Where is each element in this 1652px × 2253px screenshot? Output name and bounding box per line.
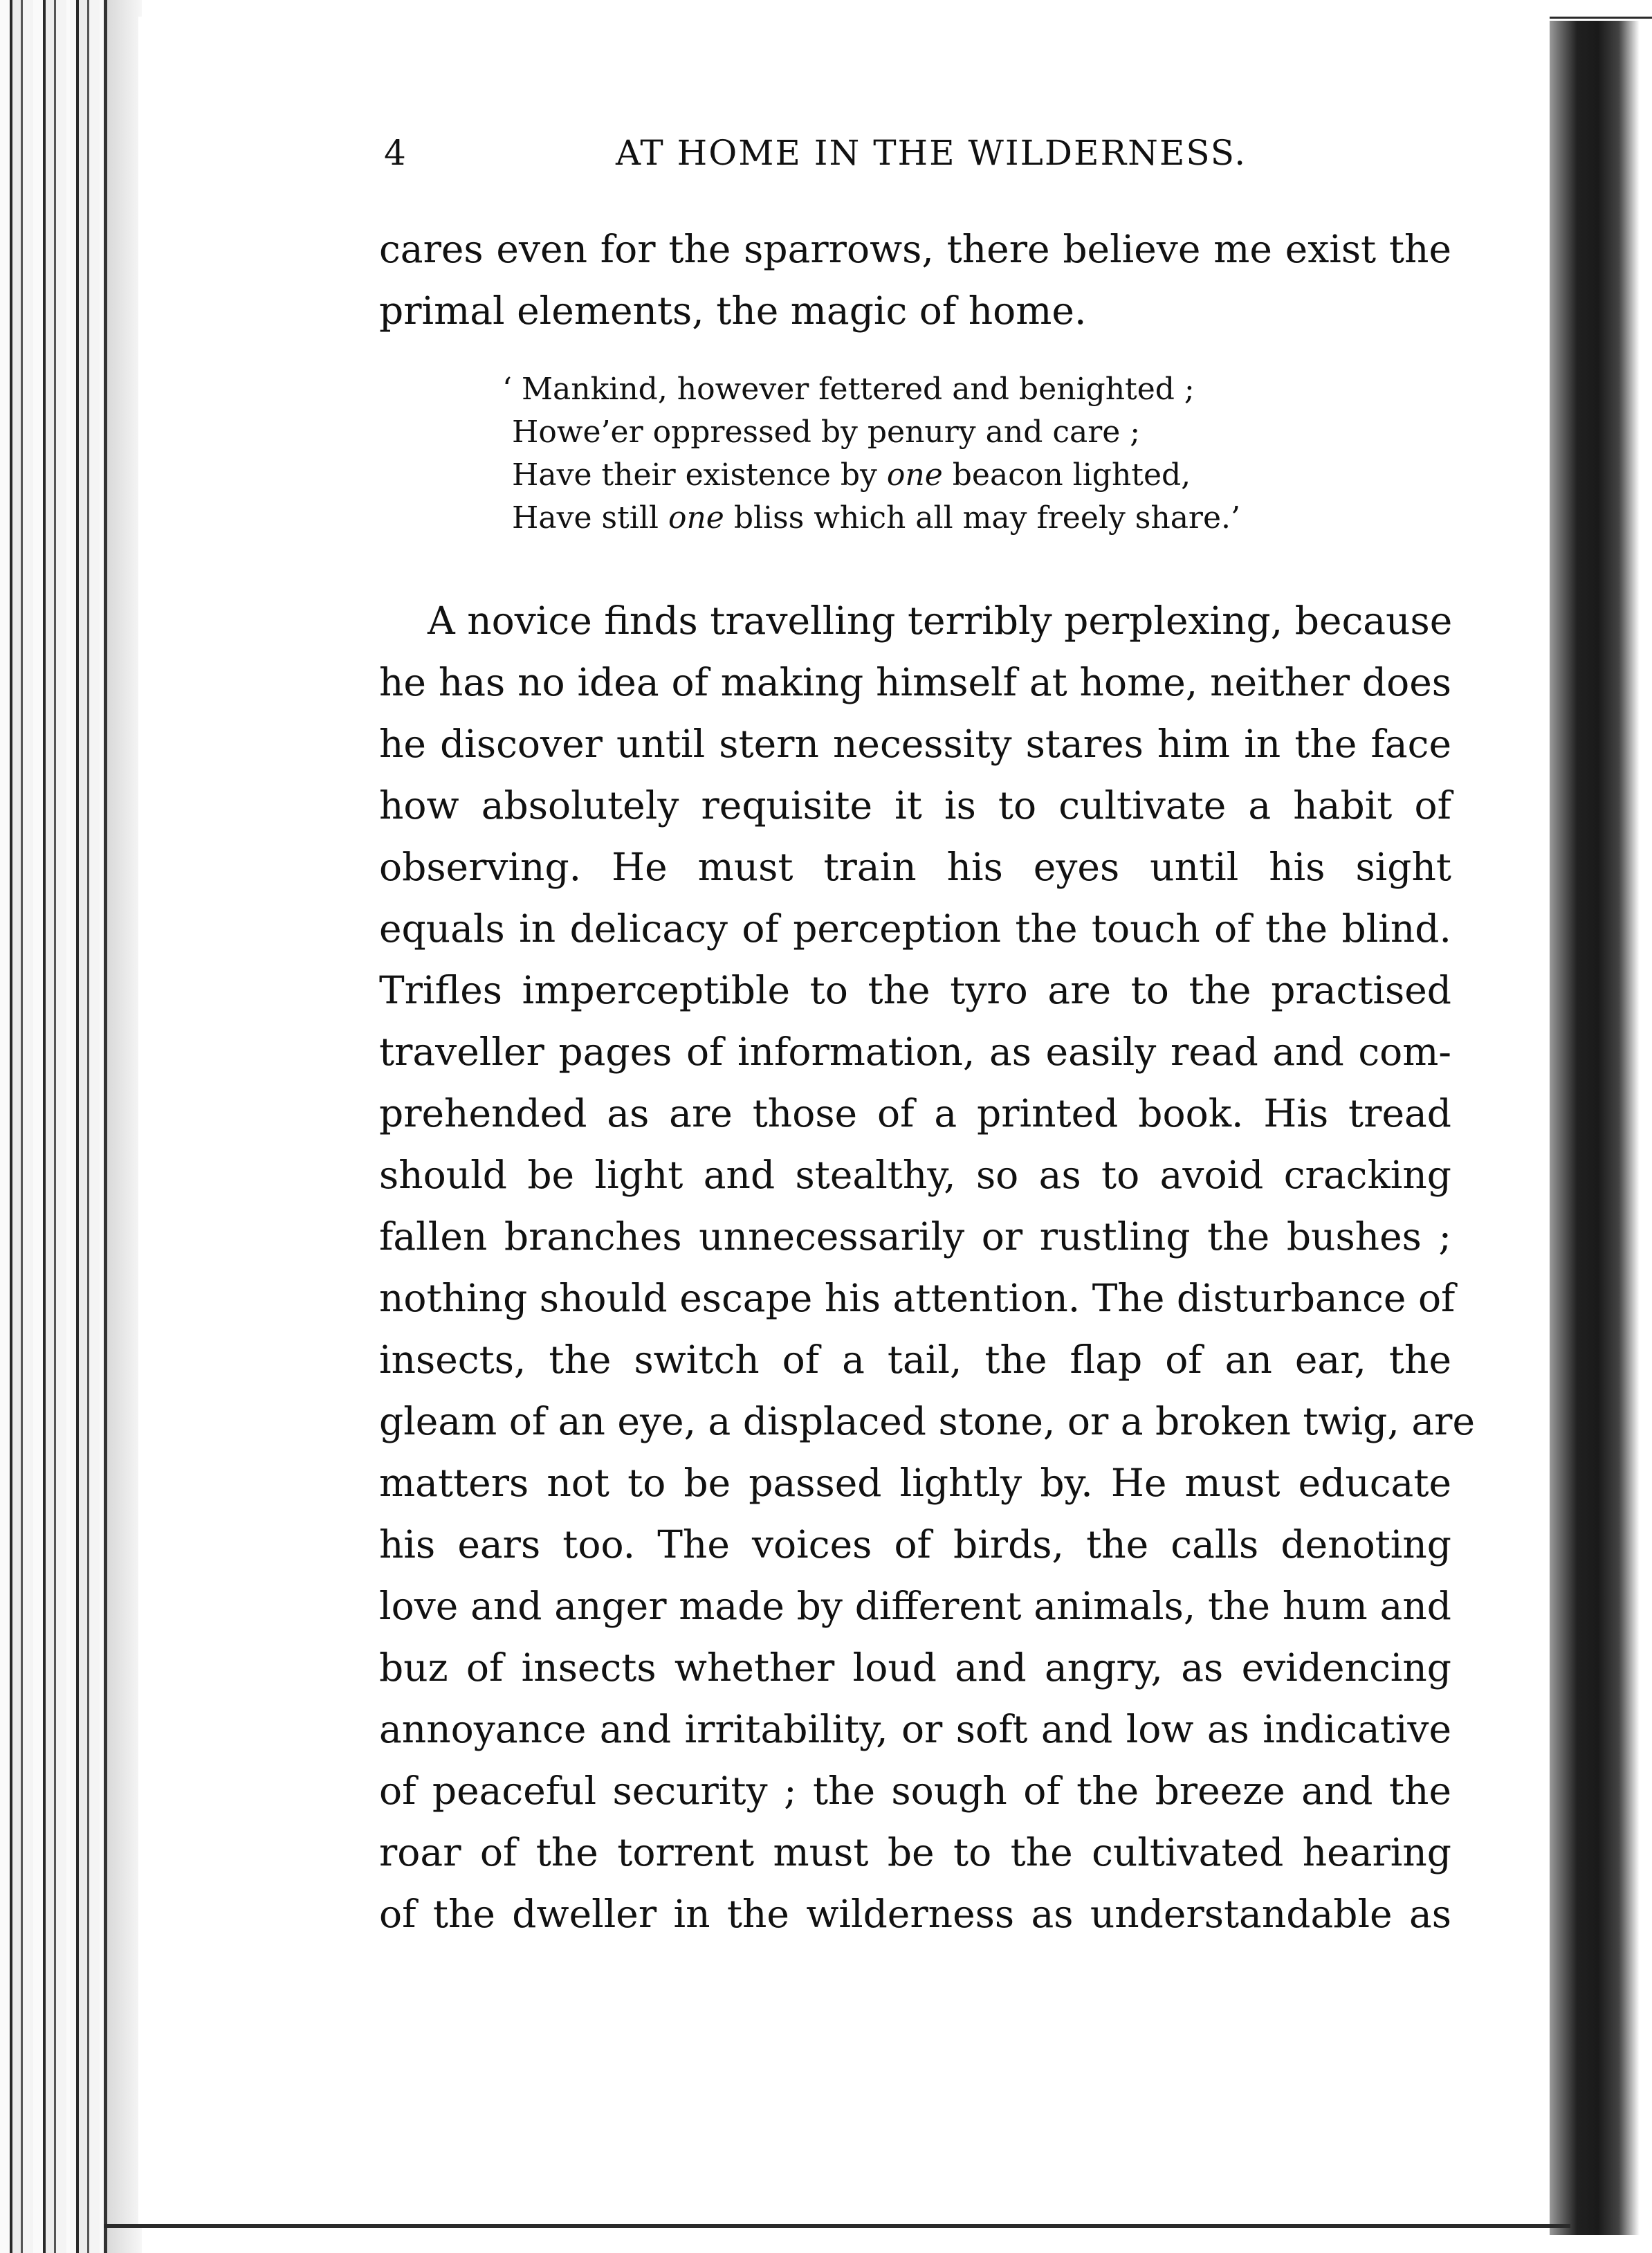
text-line: he discover until stern necessity stares him in the face: [379, 722, 1451, 766]
verse-line: Have still one bliss which all may freely share.’: [512, 500, 1240, 536]
text-line: gleam of an eye, a displaced stone, or a broken twig, are: [379, 1399, 1475, 1443]
book-fore-edge: [0, 0, 104, 2253]
verse-line: ‘ Mankind, however fettered and benighted ;: [502, 372, 1195, 407]
text-line: annoyance and irritability, or soft and low as indicative: [379, 1707, 1451, 1751]
text-line: nothing should escape his attention. The disturbance of: [379, 1276, 1456, 1320]
text-line: prehended as are those of a printed book. His tread: [379, 1091, 1451, 1135]
text-line: matters not to be passed lightly by. He must educate: [379, 1461, 1451, 1505]
text-line: primal elements, the magic of home.: [379, 289, 1087, 333]
text-line: buz of insects whether loud and angry, as evidencing: [379, 1645, 1451, 1690]
text-line: of peaceful security ; the sough of the breeze and the: [379, 1769, 1451, 1813]
page-top-edge: [0, 0, 1652, 19]
book-binding-edge: [1550, 21, 1640, 2235]
text-line: traveller pages of information, as easily read and com-: [379, 1030, 1451, 1074]
verse-line: Howe’er oppressed by penury and care ;: [512, 414, 1141, 450]
running-header: [384, 133, 1247, 181]
text-line: of the dweller in the wilderness as understandable as: [379, 1892, 1451, 1936]
text-line: his ears too. The voices of birds, the calls denoting: [379, 1522, 1451, 1567]
text-line: Trifles imperceptible to the tyro are to the practised: [379, 968, 1451, 1012]
text-line: insects, the switch of a tail, the flap of an ear, the: [379, 1338, 1451, 1382]
page-number: 4: [384, 133, 407, 173]
text-line: equals in delicacy of perception the touch of the blind.: [379, 906, 1451, 951]
text-line: he has no idea of making himself at home, neither does: [379, 660, 1451, 704]
verse-line: Have their existence by one beacon lighted,: [512, 457, 1191, 493]
text-line: how absolutely requisite it is to cultivate a habit of: [379, 783, 1451, 828]
opening-text: [379, 219, 1451, 342]
text-line: fallen branches unnecessarily or rustling the bushes ;: [379, 1214, 1451, 1259]
text-line: love and anger made by different animals, the hum and: [379, 1584, 1451, 1628]
running-title: AT HOME IN THE WILDERNESS.: [616, 133, 1247, 173]
body-paragraph: [379, 590, 1475, 1945]
page-bottom-edge: [104, 2224, 1570, 2228]
text-line: cares even for the sparrows, there believe me exist the: [379, 227, 1451, 271]
text-line: should be light and stealthy, so as to avoid cracking: [379, 1153, 1451, 1197]
text-line: roar of the torrent must be to the cultivated hearing: [379, 1830, 1451, 1875]
verse-quotation: [502, 368, 1273, 540]
text-line: A novice finds travelling terribly perplexing, because: [428, 599, 1453, 643]
text-line: observing. He must train his eyes until his sight: [379, 845, 1451, 889]
page-gutter-shadow: [104, 0, 142, 2253]
